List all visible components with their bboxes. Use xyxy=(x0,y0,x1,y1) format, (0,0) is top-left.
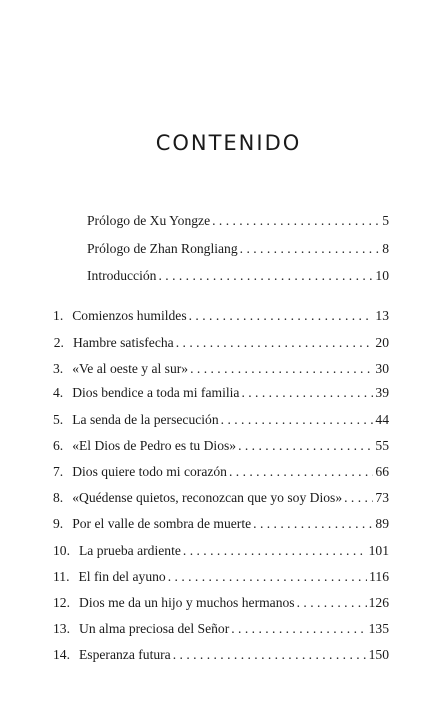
toc-entry-label: Introducción xyxy=(87,268,157,283)
toc-chapter-entry xyxy=(53,489,389,507)
chapter-title: Dios quiere todo mi corazón xyxy=(72,464,227,479)
dot-leader xyxy=(176,334,374,352)
dot-leader xyxy=(221,411,374,429)
chapter-title: «Ve al oeste y al sur» xyxy=(72,361,189,376)
toc-entry-label: Prólogo de Xu Yongze xyxy=(87,213,211,228)
toc-chapter-entry xyxy=(53,646,389,664)
chapter-page: 73 xyxy=(375,490,389,505)
chapter-page: 135 xyxy=(368,621,389,636)
chapter-number: 2. xyxy=(53,335,64,350)
dot-leader xyxy=(297,594,367,612)
toc-chapter-entry xyxy=(53,568,389,586)
toc-chapter-entry xyxy=(53,334,389,352)
toc-entry-page: 10 xyxy=(375,268,389,283)
chapter-page: 44 xyxy=(375,412,389,427)
chapter-number: 5. xyxy=(53,412,64,427)
chapter-page: 39 xyxy=(375,385,389,400)
chapter-number: 1. xyxy=(53,308,64,323)
chapter-title: Un alma preciosa del Señor xyxy=(79,621,230,636)
chapter-number: 12. xyxy=(53,595,70,610)
dot-leader xyxy=(238,437,373,455)
dot-leader xyxy=(168,568,367,586)
dot-leader xyxy=(344,489,373,507)
chapter-title: Esperanza futura xyxy=(79,647,171,662)
chapter-title: Dios bendice a toda mi familia xyxy=(72,385,240,400)
chapter-number: 8. xyxy=(53,490,64,505)
chapter-page: 101 xyxy=(368,543,389,558)
chapter-page: 13 xyxy=(375,308,389,323)
chapter-number: 13. xyxy=(53,621,70,636)
toc-chapter-entry xyxy=(53,360,389,378)
chapter-number: 9. xyxy=(53,516,64,531)
toc-entry-prologue-xu xyxy=(87,212,389,230)
toc-chapter-entry xyxy=(53,463,389,481)
toc-chapter-entry xyxy=(53,542,389,560)
dot-leader xyxy=(183,542,367,560)
chapter-title: La prueba ardiente xyxy=(79,543,181,558)
chapter-page: 89 xyxy=(375,516,389,531)
toc-entry-introduction xyxy=(87,267,389,285)
toc-entry-page: 5 xyxy=(382,213,389,228)
dot-leader xyxy=(253,515,373,533)
toc-entry-prologue-zhan xyxy=(87,240,389,258)
chapter-number: 7. xyxy=(53,464,64,479)
dot-leader xyxy=(229,463,373,481)
dot-leader xyxy=(190,360,373,378)
dot-leader xyxy=(240,240,381,258)
chapter-page: 20 xyxy=(375,335,389,350)
toc-entry-page: 8 xyxy=(382,241,389,256)
toc-chapter-entry xyxy=(53,515,389,533)
chapter-number: 11. xyxy=(53,569,70,584)
toc-chapter-entry xyxy=(53,620,389,638)
chapter-page: 126 xyxy=(368,595,389,610)
chapter-number: 10. xyxy=(53,543,70,558)
chapter-number: 6. xyxy=(53,438,64,453)
toc-chapter-entry xyxy=(53,307,389,325)
chapter-page: 30 xyxy=(375,361,389,376)
dot-leader xyxy=(158,267,373,285)
chapter-page: 55 xyxy=(375,438,389,453)
chapter-title: Comienzos humildes xyxy=(72,308,187,323)
chapter-number: 4. xyxy=(53,385,64,400)
chapter-number: 14. xyxy=(53,647,70,662)
chapter-page: 116 xyxy=(369,569,389,584)
toc-chapter-entry xyxy=(53,594,389,612)
chapter-page: 150 xyxy=(368,647,389,662)
dot-leader xyxy=(241,384,373,402)
dot-leader xyxy=(212,212,380,230)
toc-chapter-entry xyxy=(53,384,389,402)
dot-leader xyxy=(173,646,367,664)
dot-leader xyxy=(189,307,374,325)
chapter-title: Por el valle de sombra de muerte xyxy=(72,516,252,531)
chapter-title: El fin del ayuno xyxy=(78,569,166,584)
chapter-title: «El Dios de Pedro es tu Dios» xyxy=(72,438,237,453)
toc-chapter-entry xyxy=(53,437,389,455)
chapter-title: «Quédense quietos, reconozcan que yo soy Dios» xyxy=(72,490,343,505)
chapter-title: La senda de la persecución xyxy=(72,412,219,427)
page-title: CONTENIDO xyxy=(155,131,302,155)
chapter-number: 3. xyxy=(53,361,64,376)
toc-chapter-entry xyxy=(53,411,389,429)
chapter-page: 66 xyxy=(375,464,389,479)
dot-leader xyxy=(231,620,366,638)
chapter-title: Dios me da un hijo y muchos hermanos xyxy=(79,595,295,610)
toc-entry-label: Prólogo de Zhan Rongliang xyxy=(87,241,238,256)
chapter-title: Hambre satisfecha xyxy=(72,335,174,350)
